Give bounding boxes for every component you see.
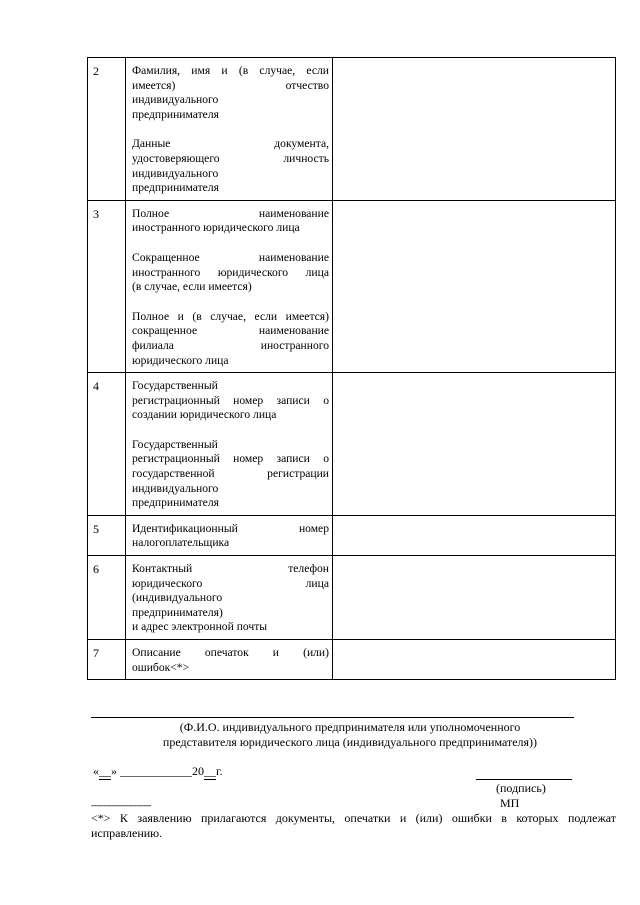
row-label-line: имеется) отчество [132, 78, 329, 92]
row-label-line: Государственный [132, 437, 218, 451]
row-label-line: создании юридического лица [132, 408, 277, 422]
row-label-line: регистрационный номер записи о [132, 452, 329, 466]
form-row [88, 515, 616, 555]
row-label [126, 373, 333, 516]
paragraph-gap [132, 122, 329, 137]
row-label [126, 640, 333, 680]
row-label-line: налогоплательщика [132, 536, 230, 550]
row-label-line: регистрационный номер записи о [132, 393, 329, 407]
row-label-line: Данные документа, [132, 137, 329, 151]
row-label-line: удостоверяющего личность [132, 151, 329, 165]
row-label [126, 515, 333, 555]
row-label-line: Сокращенное наименование [132, 250, 329, 264]
row-number: 3 [88, 200, 126, 372]
row-value-field[interactable] [333, 556, 616, 640]
row-label [126, 556, 333, 640]
row-label-line: Полное и (в случае, если имеется) [132, 309, 329, 323]
form-row [88, 200, 616, 372]
row-value-field[interactable] [333, 58, 616, 201]
row-label-line: индивидуального [132, 93, 219, 107]
row-label-line: (индивидуального [132, 591, 223, 605]
date-year-blank: __ [204, 764, 216, 778]
row-label-line: индивидуального [132, 166, 219, 180]
footnote-separator: ------------------------ [91, 800, 151, 810]
row-number: 2 [88, 58, 126, 201]
row-label-line: Контактный телефон [132, 562, 329, 576]
application-form-table [87, 57, 616, 680]
row-value-field[interactable] [333, 640, 616, 680]
row-label-line: юридического лица [132, 576, 329, 590]
row-label-line: (в случае, если имеется) [132, 280, 252, 294]
stamp-label: МП [500, 796, 520, 810]
fio-caption [110, 720, 590, 750]
form-row [88, 373, 616, 516]
date-open-quote: « [93, 764, 99, 778]
row-label-line: Фамилия, имя и (в случае, если [132, 64, 329, 77]
row-label-line: государственной регистрации [132, 467, 329, 481]
row-label-line: индивидуального [132, 481, 219, 495]
date-month-blank: ____________ [120, 764, 192, 778]
paragraph-gap [132, 423, 329, 438]
row-number: 5 [88, 515, 126, 555]
row-label-line: Полное наименование [132, 206, 329, 220]
row-value-field[interactable] [333, 373, 616, 516]
row-value-field[interactable] [333, 200, 616, 372]
row-label-line: Описание опечаток и (или) [132, 646, 329, 659]
row-label-line: иностранного юридического лица [132, 265, 329, 279]
row-label-line: Государственный [132, 379, 218, 393]
paragraph-gap [132, 236, 329, 251]
date-year-prefix: 20 [192, 764, 204, 778]
row-label-line: филиала иностранного [132, 338, 329, 352]
row-number: 4 [88, 373, 126, 516]
row-label-line: предпринимателя [132, 181, 219, 195]
date-suffix: г. [216, 764, 223, 778]
row-label-line: и адрес электронной почты [132, 620, 268, 634]
row-label [126, 200, 333, 372]
footnote-text: <*> К заявлению прилагаются документы, опечатки и (или) ошибки в которых подлежат исправлению. [91, 811, 616, 840]
row-number: 7 [88, 640, 126, 680]
signature-label: (подпись) [496, 781, 546, 795]
row-label-line: сокращенное наименование [132, 324, 329, 338]
row-label-line: предпринимателя [132, 496, 219, 510]
row-label-line: ошибок<*> [132, 660, 190, 674]
date-day-blank: __ [99, 764, 111, 778]
fio-caption-line2: представителя юридического лица (индивидуального предпринимателя)) [162, 735, 538, 749]
row-label-line: иностранного юридического лица [132, 221, 300, 235]
form-row [88, 640, 616, 680]
signature-line [476, 779, 572, 780]
row-label-line: Идентификационный номер [132, 521, 329, 535]
row-label-line: предпринимателя [132, 107, 219, 121]
date-close-quote: » [111, 764, 117, 778]
date-field [93, 764, 223, 780]
fio-signature-line [91, 717, 574, 718]
paragraph-gap [132, 295, 329, 310]
row-label [126, 58, 333, 201]
row-value-field[interactable] [333, 515, 616, 555]
row-label-line: предпринимателя) [132, 605, 223, 619]
row-label-line: юридического лица [132, 353, 229, 367]
form-row [88, 556, 616, 640]
row-number: 6 [88, 556, 126, 640]
form-row [88, 58, 616, 201]
fio-caption-line1: (Ф.И.О. индивидуального предпринимателя или уполномоченного [179, 720, 521, 734]
